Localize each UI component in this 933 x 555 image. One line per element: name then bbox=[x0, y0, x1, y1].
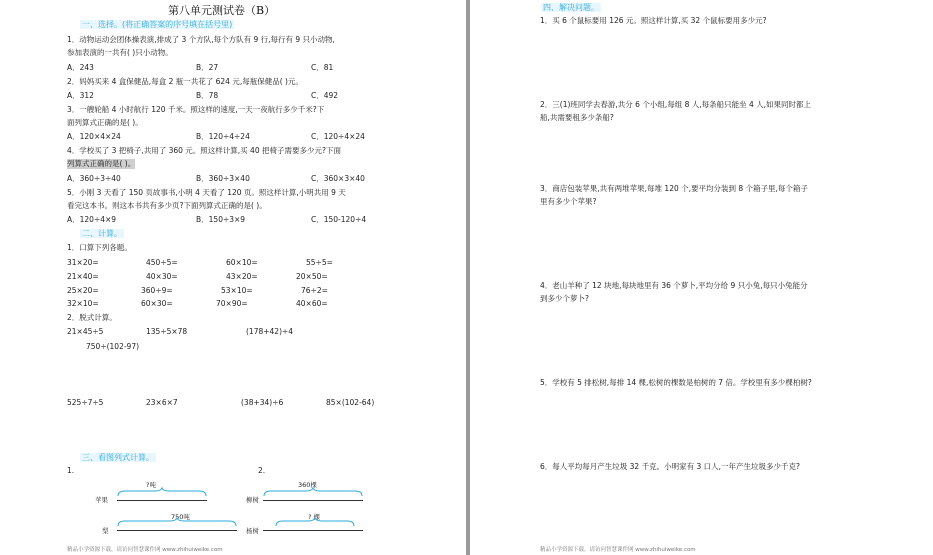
problem-1: 1．买 6 个鼠标要用 126 元。照这样计算,买 32 个鼠标要用多少元? bbox=[540, 16, 767, 25]
q4-line2: 列算式正确的是( )。 bbox=[67, 159, 136, 168]
oral-item: 450÷5= bbox=[146, 258, 178, 267]
q1-line1: 1．动物运动会团体操表演,排成了 3 个方队,每个方队有 9 行,每行有 9 只小动物, bbox=[67, 35, 335, 44]
oral-item: 21×40= bbox=[67, 272, 99, 281]
fig1-number: 1. bbox=[67, 466, 75, 475]
recursive-item: 135÷5×78 bbox=[146, 327, 188, 336]
q2-option-a: A．312 bbox=[67, 91, 94, 100]
recursive-heading: 2．脱式计算。 bbox=[67, 313, 117, 322]
fig1-bottom-value: 750吨 bbox=[171, 513, 190, 521]
oral-item: 60×30= bbox=[141, 299, 173, 308]
fig2-top-brace bbox=[263, 488, 363, 497]
recursive-item: 21×45÷5 bbox=[67, 327, 104, 336]
recursive-item: (178+42)÷4 bbox=[246, 327, 294, 336]
fig1-bottom-label: 梨 bbox=[102, 527, 109, 535]
q3-option-b: B．120÷4÷24 bbox=[196, 132, 250, 141]
fig2-bottom-brace bbox=[275, 518, 355, 527]
fig1-bottom-bar bbox=[117, 530, 237, 531]
q4-line1: 4．学校买了 3 把椅子,共用了 360 元。照这样计算,买 40 把椅子需要多少元?下面 bbox=[67, 146, 341, 155]
section-3-heading: 三、看图列式计算。 bbox=[82, 453, 154, 462]
oral-heading: 1．口算下列各题。 bbox=[67, 243, 132, 252]
fig1-top-value: ?吨 bbox=[146, 481, 156, 489]
oral-item: 43×20= bbox=[226, 272, 258, 281]
q3-line1: 3．一艘轮船 4 小时航行 120 千米。照这样的速度,一天一夜航行多少千米?下 bbox=[67, 105, 325, 114]
q1-line2: 参加表演的一共有( )只小动物。 bbox=[67, 48, 173, 57]
q5-line2: 看完这本书。则这本书共有多少页?下面列算式正确的是( )。 bbox=[67, 201, 267, 210]
section-2-heading: 二、计算。 bbox=[82, 229, 122, 238]
q2-option-b: B．78 bbox=[196, 91, 219, 100]
fig2-bottom-value: ? 棵 bbox=[308, 513, 321, 521]
q5-option-a: A．120÷4×9 bbox=[67, 215, 117, 224]
recursive-item: 525÷7÷5 bbox=[67, 398, 104, 407]
recursive-item: 85×(102-64) bbox=[326, 398, 375, 407]
oral-item: 25×20= bbox=[67, 286, 99, 295]
q4-option-a: A．360÷3÷40 bbox=[67, 174, 121, 183]
fig2-top-bar bbox=[263, 500, 363, 501]
footer: 精品小学资源下载，请访问智慧课件网 www.zhihuiweike.com bbox=[540, 547, 696, 553]
q2-option-c: C．492 bbox=[311, 91, 339, 100]
fig2-top-value: 360棵 bbox=[298, 481, 317, 489]
oral-item: 55÷5= bbox=[306, 258, 333, 267]
oral-item: 31×20= bbox=[67, 258, 99, 267]
problem-3-line2: 里有多少个苹果? bbox=[540, 197, 597, 206]
left-page bbox=[0, 0, 466, 555]
q4-option-c: C．360×3×40 bbox=[311, 174, 365, 183]
fig1-top-brace bbox=[117, 488, 207, 497]
recursive-item: 23×6×7 bbox=[146, 398, 178, 407]
section-1-heading: 一、选择。(将正确答案的序号填在括号里) bbox=[82, 20, 233, 29]
recursive-item: 750÷(102-97) bbox=[86, 342, 140, 351]
fig2-bottom-bar bbox=[263, 530, 363, 531]
q1-option-a: A．243 bbox=[67, 63, 94, 72]
q5-line1: 5．小刚 3 天看了 150 页故事书,小明 4 天看了 120 页。照这样计算,小明共用 9 天 bbox=[67, 188, 346, 197]
problem-4-line2: 到多少个萝卜? bbox=[540, 294, 589, 303]
oral-item: 40×60= bbox=[296, 299, 328, 308]
fig2-number: 2. bbox=[258, 466, 266, 475]
fig2-bottom-label: 杨树 bbox=[246, 527, 259, 535]
oral-item: 60×10= bbox=[226, 258, 258, 267]
q4-option-b: B．360÷3×40 bbox=[196, 174, 250, 183]
recursive-item: (38+34)÷6 bbox=[241, 398, 284, 407]
problem-3-line1: 3．商店包装苹果,共有两堆苹果,每堆 120 个,要平均分装到 8 个箱子里,每个箱子 bbox=[540, 184, 808, 193]
oral-item: 20×50= bbox=[296, 272, 328, 281]
fig1-top-bar bbox=[117, 500, 207, 501]
oral-item: 360÷9= bbox=[141, 286, 173, 295]
right-page bbox=[470, 0, 933, 555]
oral-item: 76÷2= bbox=[301, 286, 328, 295]
fig1-bottom-brace bbox=[117, 518, 237, 527]
oral-item: 32×10= bbox=[67, 299, 99, 308]
q1-option-c: C．81 bbox=[311, 63, 334, 72]
q2-line1: 2．妈妈买来 4 盒保健品,每盒 2 瓶一共花了 624 元,每瓶保健品( )元。 bbox=[67, 77, 303, 86]
oral-item: 53×10= bbox=[221, 286, 253, 295]
q5-option-b: B．150÷3×9 bbox=[196, 215, 246, 224]
q3-option-a: A．120×4×24 bbox=[67, 132, 121, 141]
problem-2-line1: 2．三(1)班同学去春游,共分 6 个小组,每组 8 人,每条船只能坐 4 人,如果同时都上 bbox=[540, 100, 812, 109]
q5-option-c: C．150-120÷4 bbox=[311, 215, 367, 224]
q3-line2: 面列算式正确的是( )。 bbox=[67, 118, 143, 127]
fig2-top-label: 柳树 bbox=[246, 496, 259, 504]
fig1-top-label: 苹果 bbox=[95, 496, 108, 504]
q3-option-c: C．120÷4×24 bbox=[311, 132, 365, 141]
page-title: 第八单元测试卷（B） bbox=[168, 4, 276, 17]
problem-4-line1: 4．老山羊种了 12 块地,每块地里有 36 个萝卜,平均分给 9 只小兔,每只小兔能分 bbox=[540, 281, 808, 290]
problem-6: 6．每人平均每月产生垃圾 32 千克。小明家有 3 口人,一年产生垃圾多少千克? bbox=[540, 462, 800, 471]
problem-2-line2: 船,共需要租多少条船? bbox=[540, 113, 614, 122]
oral-item: 70×90= bbox=[216, 299, 248, 308]
oral-item: 40×30= bbox=[146, 272, 178, 281]
footer: 精品小学资源下载，请访问智慧课件网 www.zhihuiweike.com bbox=[67, 547, 223, 553]
problem-5: 5．学校有 5 排松树,每排 14 棵,松树的棵数是柏树的 7 倍。学校里有多少棵柏树? bbox=[540, 378, 812, 387]
q1-option-b: B．27 bbox=[196, 63, 219, 72]
section-4-heading: 四、解决问题。 bbox=[543, 3, 599, 12]
